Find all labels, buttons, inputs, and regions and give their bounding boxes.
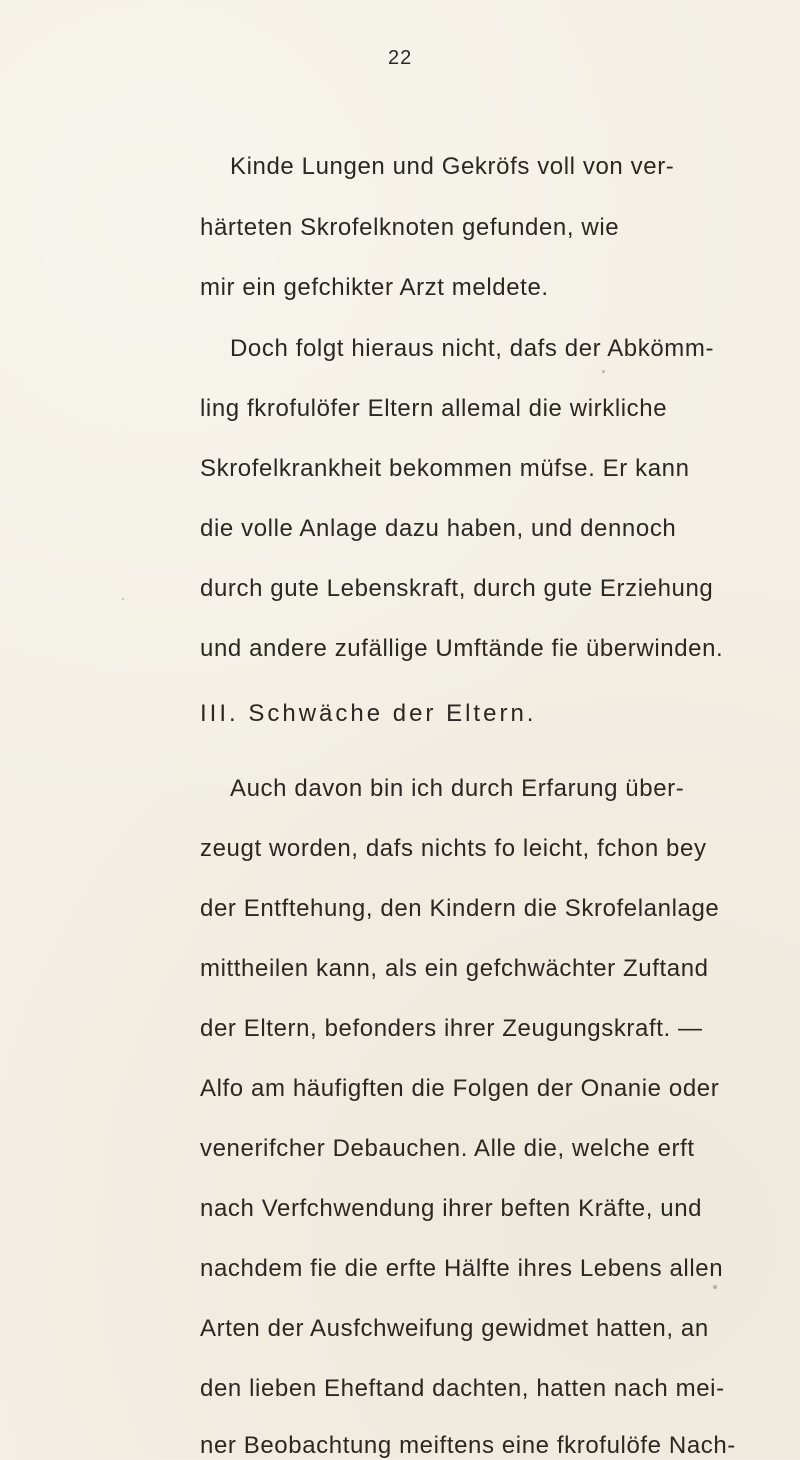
text-line: und andere zufällige Umftände fie überwinden.	[200, 635, 724, 662]
text-line: der Eltern, befonders ihrer Zeugungskraft. —	[200, 1015, 703, 1042]
text-line: ling fkrofulöfer Eltern allemal die wirkliche	[200, 395, 668, 422]
text-line: ner Beobachtung meiftens eine fkrofulöfe Nach-	[200, 1432, 736, 1459]
section-heading: III. Schwäche der Eltern.	[200, 700, 537, 727]
text-line: nach Verfchwendung ihrer beften Kräfte, und	[200, 1195, 703, 1222]
text-line: Alfo am häufigften die Folgen der Onanie oder	[200, 1075, 720, 1102]
text-line: Skrofelkrankheit bekommen müfse. Er kann	[200, 455, 690, 482]
paper-speck	[122, 598, 124, 600]
text-line: Kinde Lungen und Gekröfs voll von ver-	[230, 153, 675, 180]
text-line: Auch davon bin ich durch Erfarung über-	[230, 775, 685, 802]
page-number: 22	[388, 47, 413, 69]
text-line: Doch folgt hieraus nicht, dafs der Abkömm-	[230, 335, 715, 362]
text-line: Arten der Ausfchweifung gewidmet hatten, an	[200, 1315, 709, 1342]
text-line: den lieben Eheftand dachten, hatten nach mei-	[200, 1375, 725, 1402]
text-line: härteten Skrofelknoten gefunden, wie	[200, 214, 620, 241]
text-line: venerifcher Debauchen. Alle die, welche erft	[200, 1135, 695, 1162]
paper-speck	[713, 1285, 717, 1289]
paper-speck	[602, 370, 605, 373]
text-line: die volle Anlage dazu haben, und dennoch	[200, 515, 677, 542]
text-line: mir ein gefchikter Arzt meldete.	[200, 274, 549, 301]
text-line: durch gute Lebenskraft, durch gute Erziehung	[200, 575, 714, 602]
text-line: zeugt worden, dafs nichts fo leicht, fchon bey	[200, 835, 707, 862]
text-line: der Entftehung, den Kindern die Skrofelanlage	[200, 895, 720, 922]
text-line: mittheilen kann, als ein gefchwächter Zuftand	[200, 955, 709, 982]
text-line: nachdem fie die erfte Hälfte ihres Lebens allen	[200, 1255, 724, 1282]
